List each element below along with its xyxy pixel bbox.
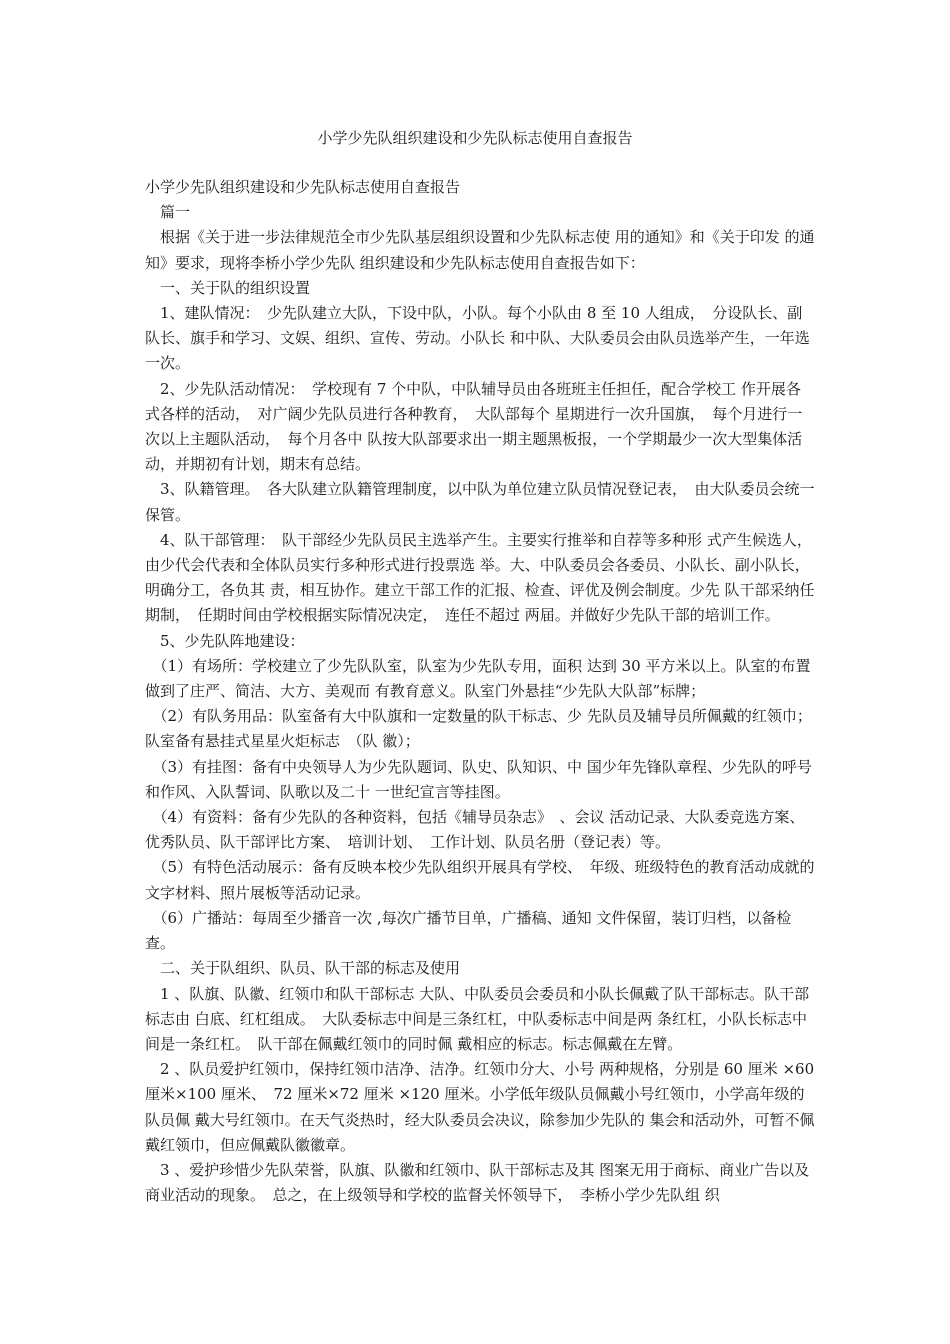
body-paragraph: （4）有资料：备有少先队的各种资料，包括《辅导员杂志》 、会议 活动记录、大队委竞选方案、 优秀队员、队干部评比方案、 培训计划、 工作计划、队员名册（登记表）等。: [145, 808, 812, 852]
body-paragraph: （3）有挂图：备有中央领导人为少先队题词、队史、队知识、中 国少年先锋队章程、少先队的呼号和作风、入队誓词、队歌以及二十 一世纪宣言等挂图。: [145, 757, 812, 801]
body-paragraph: 4、队干部管理： 队干部经少先队员民主选举产生。主要实行推举和自荐等多种形 式产生候选人，由少代会代表和全体队员实行多种形式进行投票选 举。大、中队委员会各委员、小队长、副小队长，明确分工，各负其 责，相互协作。建立干部工作的汇报、检查、评优及例会制度。少先 队干部采纳任期制， 任期时间由学校根据实际情况决定， 连任不超过 两届。并做好少先队干部的培训工作。: [145, 530, 815, 625]
body-paragraph: （6）广播站：每周至少播音一次 ,每次广播节目单，广播稿、通知 文件保留，装订归档，以备检查。: [145, 908, 792, 953]
section-heading: 一、关于队的组织设置: [145, 278, 311, 297]
body-paragraph: 根据《关于进一步法律规范全市少先队基层组织设置和少先队标志使 用的通知》和《关于印发 的通知》要求，现将李桥小学少先队 组织建设和少先队标志使用自查报告如下：: [145, 228, 815, 272]
section-label: 篇一: [145, 203, 191, 222]
body-paragraph: 1、建队情况： 少先队建立大队，下设中队，小队。每个小队由 8 至 10 人组成， 分设队长、副队长、旗手和学习、文娱、组织、宣传、劳动。小队长 和中队、大队委员会由队员选举产生，一年选一次。: [145, 304, 810, 373]
section-heading: 二、关于队组织、队员、队干部的标志及使用: [145, 959, 461, 978]
body-paragraph: （1）有场所：学校建立了少先队队室，队室为少先队专用，面积 达到 30 平方米以上。队室的布置做到了庄严、简洁、大方、美观而 有教育意义。队室门外悬挂“少先队大队部”标牌；: [145, 656, 811, 701]
body-paragraph: 2、少先队活动情况： 学校现有 7 个中队，中队辅导员由各班班主任担任，配合学校工 作开展各式各样的活动， 对广阔少先队员进行各种教育， 大队部每个 星期进行一次升国旗， 每个月进行一次以上主题队活动， 每个月各中 队按大队部要求出一期主题黑板报，一个学期最少一次大型集体活 动，并期初有计划，期末有总结。: [145, 379, 803, 474]
subsection-heading: 5、少先队阵地建设：: [145, 631, 305, 650]
body-paragraph: 2 、队员爱护红领巾，保持红领巾洁净、洁净。红领巾分大、小号 两种规格，分别是 60 厘米 ×60 厘米×100 厘米、 72 厘米×72 厘米 ×120 厘米。小学低年级队员佩戴小号红领巾，小学高年级的队员佩 戴大号红领巾。在天气炎热时，经大队委员会决议，除参加少先队的 集会和活动外，可暂不佩戴红领巾，但应佩戴队徽徽章。: [145, 1060, 815, 1154]
body-paragraph: 1 、队旗、队徽、红领巾和队干部标志 大队、中队委员会委员和小队长佩戴了队干部标志。队干部标志由 白底、红杠组成。 大队委标志中间是三条红杠，中队委标志中间是两 条红杠，小队长标志中间是一条红杠。 队干部在佩戴红领巾的同时佩 戴相应的标志。标志佩戴在左臂。: [145, 984, 810, 1053]
document-title: 小学少先队组织建设和少先队标志使用自查报告: [317, 129, 633, 147]
body-heading: 小学少先队组织建设和少先队标志使用自查报告: [145, 178, 461, 196]
body-paragraph: （5）有特色活动展示：备有反映本校少先队组织开展具有学校、 年级、班级特色的教育活动成就的文字材料、照片展板等活动记录。: [145, 858, 815, 902]
body-paragraph: 3、队籍管理。 各大队建立队籍管理制度，以中队为单位建立队员情况登记表， 由大队委员会统一保管。: [145, 480, 815, 524]
document-body: [145, 175, 820, 1208]
body-paragraph: 3 、爱护珍惜少先队荣誉，队旗、队徽和红领巾、队干部标志及其 图案无用于商标、商业广告以及商业活动的现象。 总之，在上级领导和学校的监督关怀领导下， 李桥小学少先队组 织: [145, 1160, 810, 1205]
body-paragraph: （2）有队务用品：队室备有大中队旗和一定数量的队干标志、少 先队员及辅导员所佩戴的红领巾； 队室备有悬挂式星星火炬标志 （队 徽）；: [145, 707, 820, 751]
